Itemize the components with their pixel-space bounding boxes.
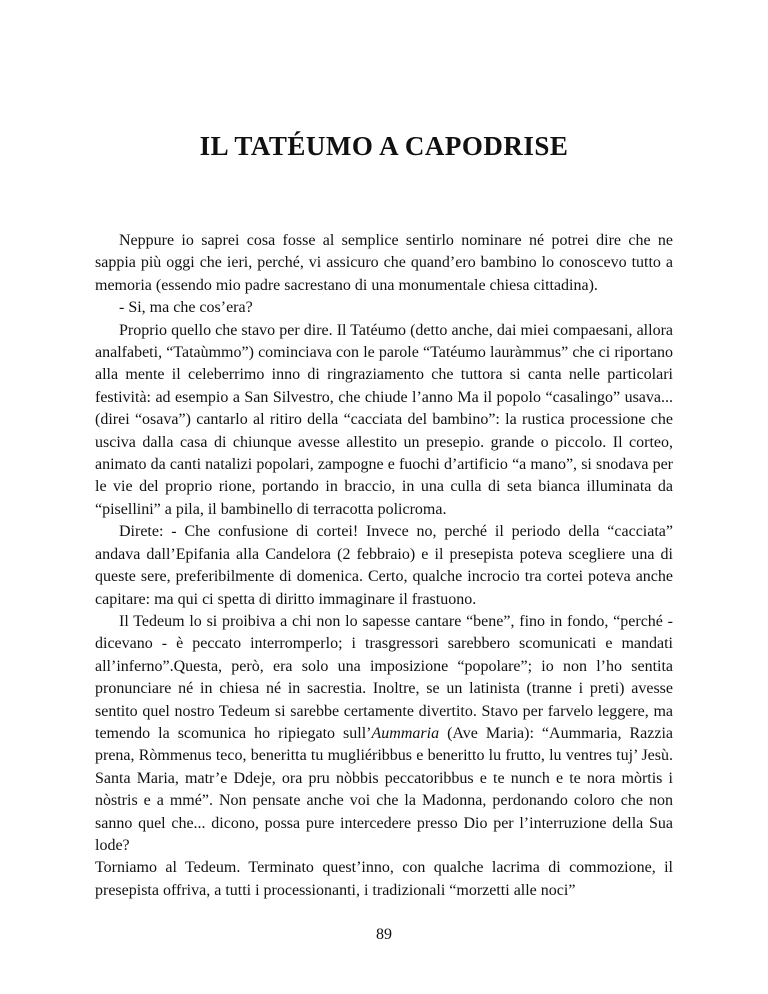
italic-term: Aummaria xyxy=(371,724,440,742)
body-text xyxy=(95,230,673,902)
paragraph xyxy=(95,611,673,857)
paragraph: - Si, ma che cos’era? xyxy=(119,299,253,317)
paragraph: Proprio quello che stavo per dire. Il Tatéumo (detto anche, dai miei compaesani, allora analfabeti, “Tataùmmo”) cominciava con le parole “Tatéumo lauràmmus” che ci riportano alla mente il celeberrimo inno di ringraziamento che tuttora si canta nelle particolari festività: ad esempio a San Silvestro, che chiude l’anno Ma il popolo “casalingo” usava... (direi “osava”) cantarlo al ritiro della “cacciata del bambino”: la rustica processione che usciva dalla casa di chiunque avesse allestito un presepio. grande o piccolo. Il corteo, animato da canti natalizi popolari, zampogne e fuochi d’artificio “a mano”, si snodava per le vie del proprio rione, portando in braccio, in una culla di seta bianca illuminata da “pisellini” a pila, il bambinello di terracotta policroma. xyxy=(95,321,673,518)
paragraph: Direte: - Che confusione di cortei! Invece no, perché il periodo della “cacciata” andava dall’Epifania alla Candelora (2 febbraio) e il presepista poteva scegliere una di queste sere, preferibilmente di domenica. Certo, qualche incrocio tra cortei poteva anche capitare: ma qui ci spetta di diritto immaginare il frastuono. xyxy=(95,523,673,608)
paragraph-text-continued: (Ave Maria): “Aummaria, Razzia prena, Ròmmenus teco, beneritta tu mugliéribbus e beneritto lu frutto, lu ventres tuj’ Jesù. Santa Maria, matr’e Ddeje, ora pru nòbbis peccatoribbus e te nunch e te nora mòrtis i nòstris e a mmé”. Non pensate anche voi che la Madonna, perdonando coloro che non sanno quel che... dicono, possa pure intercedere presso Dio per l’interruzione della Sua lode? xyxy=(95,724,674,854)
paragraph: Neppure io saprei cosa fosse al semplice sentirlo nominare né potrei dire che ne sappia più oggi che ieri, perché, vi assicuro che quand’ero bambino lo conoscevo tutto a memoria (essendo mio padre sacrestano di una monumentale chiesa cittadina). xyxy=(95,232,673,294)
page-number: 89 xyxy=(376,926,392,943)
paragraph: Torniamo al Tedeum. Terminato quest’inno, con qualche lacrima di commozione, il presepista offriva, a tutti i processionanti, i tradizionali “morzetti alle noci” xyxy=(95,859,673,899)
paragraph-text: Il Tedeum lo si proibiva a chi non lo sapesse cantare “bene”, fino in fondo, “perché - dicevano - è peccato interromperlo; i trasgressori sarebbero scomunicati e mandati all’inferno”.Questa, però, era solo una imposizione “popolare”; io non l’ho sentita pronunciare né in chiesa né in sacrestia. Inoltre, se un latinista (tranne i preti) avesse sentito quel nostro Tedeum si sarebbe certamente divertito. Stavo per farvelo leggere, ma temendo la scomunica ho ripiegato sull’ xyxy=(95,612,673,742)
chapter-title: IL TATÉUMO A CAPODRISE xyxy=(199,131,569,161)
